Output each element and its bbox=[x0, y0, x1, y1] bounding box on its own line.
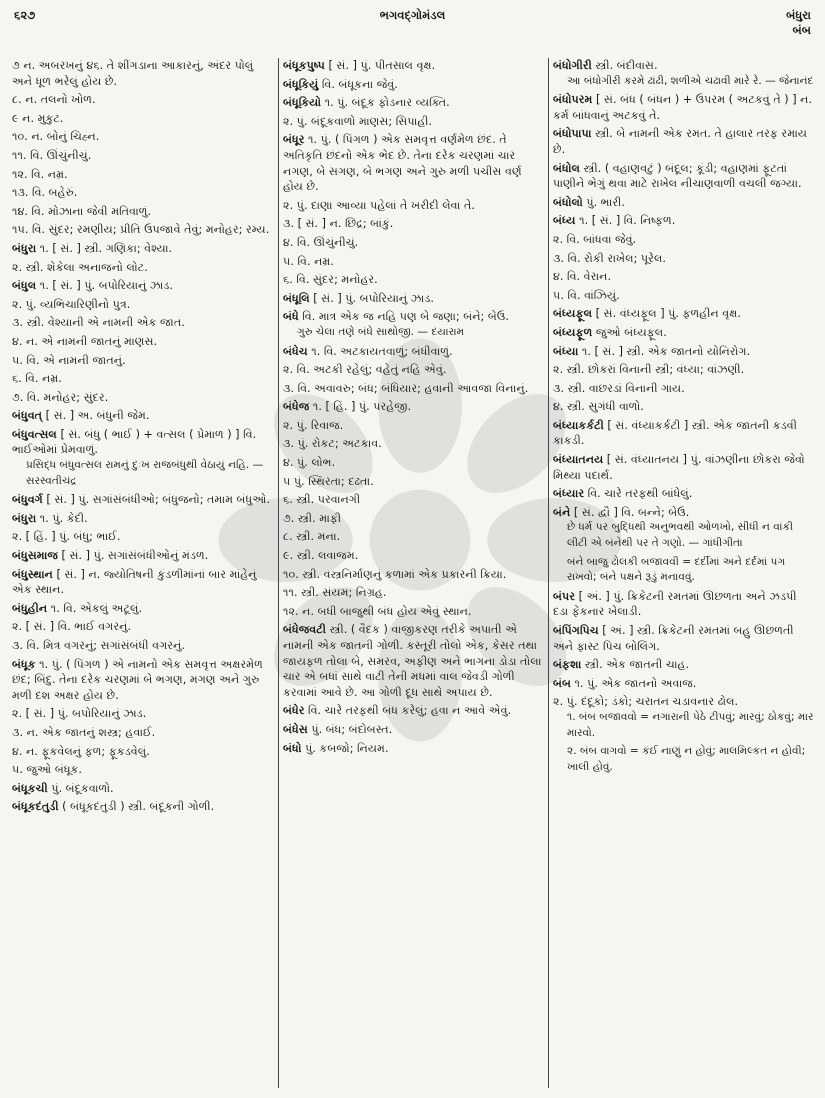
headword: બંધુસ્થાન bbox=[12, 567, 53, 581]
definition: [ સં. વંધ્યાતનય ] પું. વાંઝણીના છોકરા જેવો મિથ્યા પદાર્થ. bbox=[553, 453, 805, 482]
dictionary-entry bbox=[553, 589, 815, 620]
column-2 bbox=[283, 58, 545, 1088]
dictionary-entry bbox=[283, 703, 545, 719]
column-1 bbox=[12, 58, 274, 1088]
definition: ૫. વિ. નમ્ર. bbox=[283, 254, 334, 268]
definition: [ સં. ] પું. બપોરિયાનું ઝાડ. bbox=[313, 291, 434, 305]
definition: ૧૫. વિ. સુંદર; રમણીય; પ્રીતિ ઉપજાવે તેવું; મનોહર; રમ્ય. bbox=[12, 223, 270, 237]
headword: બંધ્યફૂળ bbox=[553, 325, 593, 339]
definition: પું. કબજો; નિયમ. bbox=[305, 741, 389, 755]
dictionary-entry bbox=[283, 741, 545, 757]
dictionary-entry bbox=[12, 58, 274, 89]
dictionary-entry bbox=[553, 381, 815, 397]
example-quote: પ્રસિદ્ધ બંધુવત્સલ રામનું દુઃખ રાજબંધુથી વેઠાયું નહિ. — સરસ્વતીચંદ્ર bbox=[26, 459, 264, 487]
dictionary-entry bbox=[12, 241, 274, 257]
dictionary-entry bbox=[283, 272, 545, 288]
headword: બંપર bbox=[553, 589, 576, 603]
definition: ૨. [ સં. ] પું. બપોરિયાનું ઝાડ. bbox=[12, 707, 147, 721]
headword: બંફશા bbox=[553, 658, 582, 672]
definition: ૭. વિ. મનોહર; સુંદર. bbox=[12, 390, 109, 404]
headword: બંધોલો bbox=[553, 195, 583, 209]
definition: ૩. સ્ત્રી. વેશ્યાની એ નામની એક જાત. bbox=[12, 316, 185, 330]
definition: ૪. ન. ફૂકવેલનું ફળ; ફૂકડવેલું. bbox=[12, 744, 150, 758]
definition: પું. બંદૂકવાળો. bbox=[51, 781, 114, 795]
headword: બંધૂકિયો bbox=[283, 96, 322, 110]
headword: બંધૂલિ bbox=[283, 291, 310, 305]
definition: સ્ત્રી. એક જાતની ચાહ. bbox=[584, 658, 690, 672]
headword: બંધેજવટી bbox=[283, 623, 326, 637]
definition: ૨. સ્ત્રી. છોકરાં વિનાની સ્ત્રી; વંધ્યા; વાંઝણી. bbox=[553, 363, 745, 377]
definition: સ્ત્રી. ( વૈદક ) વાજીકરણ તરીકે અપાતી એ નામની એક જાતની ગોળી. કસ્તૂરી તોલો એક, કેસર તથા જાયફળ તોલા બે, સમરવ, અફીણ અને ભાગના ડોડા તોલા ચાર એ બધાં સાથે વાટી તેની મધમાં વાલ જેવડી ગોળી કરવામાં આવે છે. આ ગોળી દૂધ સાથે અપાય છે. bbox=[283, 623, 542, 699]
dictionary-entry bbox=[553, 505, 815, 552]
dictionary-entry bbox=[12, 371, 274, 387]
dictionary-entry bbox=[12, 601, 274, 617]
headword: બંધુવર્ગ bbox=[12, 493, 43, 507]
headword: બંધૂકદંતુડી bbox=[12, 800, 59, 814]
headword: બંને bbox=[553, 505, 571, 519]
dictionary-entry bbox=[12, 297, 274, 313]
dictionary-entry bbox=[12, 567, 274, 598]
definition: ૧. [ હિં. ] પું. પરહેજી. bbox=[312, 400, 412, 414]
headword: બંધેસ bbox=[283, 722, 308, 736]
headword: બંધૂકિયું bbox=[283, 77, 319, 91]
dictionary-entry bbox=[12, 492, 274, 508]
headword: બંધૂકચી bbox=[12, 781, 48, 795]
definition: ૮. ન. તલનો ખોળ. bbox=[12, 93, 96, 107]
book-title: ભગવદ્ગોમંડલ bbox=[379, 8, 446, 22]
dictionary-entry bbox=[553, 623, 815, 654]
definition: ૫. જુઓ બંધૂક. bbox=[12, 763, 82, 777]
dictionary-entry bbox=[12, 427, 274, 489]
definition: ૧૦. ન. બોનું ચિહ્ન. bbox=[12, 130, 100, 144]
headword: બંધેચ bbox=[283, 344, 308, 358]
definition: ૩. પું. રોકટ; અટકાવ. bbox=[283, 437, 382, 451]
headword: બંધેર bbox=[283, 704, 305, 718]
definition: ૨. [ સં. ] વિ. ભાઈ વગરનું. bbox=[12, 620, 132, 634]
dictionary-entry bbox=[283, 585, 545, 601]
dictionary-entry bbox=[12, 548, 274, 564]
dictionary-entry bbox=[12, 278, 274, 294]
definition: [ સં. વંધ્યાકર્કટી ] સ્ત્રી. એક જાતની કડવી કાકડી. bbox=[553, 418, 797, 448]
dictionary-entry bbox=[553, 362, 815, 378]
definition: જુઓ બંધ્યફૂલ. bbox=[595, 325, 667, 339]
guide-words bbox=[786, 8, 811, 38]
definition: ૭ ન. અબરખનું ૪૬. તે શીંગડાના આકારનું, અંદર પોલું અને ધૂળ ભરેલું હોય છે. bbox=[12, 59, 254, 88]
dictionary-entry bbox=[283, 235, 545, 251]
dictionary-entry bbox=[283, 291, 545, 307]
dictionary-entry bbox=[12, 762, 274, 778]
dictionary-entry bbox=[12, 706, 274, 722]
headword: બંધોપરમ bbox=[553, 93, 593, 107]
definition: ૧૦. સ્ત્રી. વસ્ત્રનિર્માણનું કળામાં એક પ્રકારની ક્રિયા. bbox=[283, 567, 507, 581]
definition: વિ. ચારે તરફથી બાંધેલું. bbox=[587, 487, 693, 501]
definition: ૯ ન. મુકુટ. bbox=[12, 111, 64, 125]
definition: ૬. સ્ત્રી. પરવાનગી bbox=[283, 493, 361, 507]
definition: સ્ત્રી. બંદીવાસ. bbox=[595, 59, 658, 72]
dictionary-entry bbox=[553, 251, 815, 267]
definition: ૧. વિ. એકલું અટૂલું. bbox=[50, 601, 142, 615]
example-quote: છે ધર્મ પર બુદ્ધિથી અનુભવથી ઓળખો, સીધી ન વાંકી લીટી એ બંનેથી પર તે ગણો. — ગાંધીગીતા bbox=[567, 521, 794, 550]
definition: ૨. [ હિં. ] પું. બંધુ; ભાઈ. bbox=[12, 530, 121, 544]
headword: બંધુરા bbox=[12, 511, 37, 525]
dictionary-entry bbox=[12, 148, 274, 164]
example-quote: ૧. બંબ બજાવવો = નગારાની પેઠે ટીપવું; મારવું; ઠોકવું; માર મારવો. bbox=[567, 710, 814, 739]
definition: [ સં. દ્વૌ ] વિ. બન્ને; બેઉ. bbox=[573, 505, 690, 519]
headword: બંધૂક bbox=[12, 657, 36, 671]
definition: ૩. વિ. રોકી રાખેલ; પૂરેલ. bbox=[553, 251, 666, 265]
example-quote: બંને બાજુ ઢોલકી બજાવવી = દર્દીમાં અને દર્દમાં પગ રાખવો; બંને પક્ષને રૂડું મનાવવું. bbox=[567, 555, 786, 584]
definition: ૧. પું. ( પિંગળ ) એ નામનો એક સમવૃત્ત અક્ષરમેળ છંદ; બિંદુ. તેના દરેક ચરણમાં બે ભગણ, મગણ અને ગુરુ મળી દશ અક્ષર હોય છે. bbox=[12, 657, 263, 702]
definition: ૧. [ સં. ] વિ. નિષ્ફળ. bbox=[579, 214, 676, 228]
definition: ૨. પું. વ્યભિચારિણીનો પુત્ર. bbox=[12, 297, 131, 311]
definition: ૩. વિ. મિત્ર વગરનું; સગાંસંબંધી વગરનું. bbox=[12, 639, 185, 652]
dictionary-entry bbox=[12, 529, 274, 545]
definition: ૧. [ સં. ] સ્ત્રી. એક જાતનો યોનિરોગ. bbox=[581, 344, 751, 358]
dictionary-entry bbox=[12, 408, 274, 424]
dictionary-entry bbox=[553, 452, 815, 483]
definition: ૧. પું. કેદી. bbox=[39, 511, 88, 525]
headword: બંધુલ bbox=[12, 279, 37, 293]
headword: બંધો bbox=[283, 741, 302, 755]
headword: બંધૂકપુષ્પ bbox=[283, 59, 325, 72]
dictionary-entry bbox=[12, 111, 274, 127]
dictionary-entry bbox=[553, 555, 815, 586]
definition: ૨. સ્ત્રી. શેકેલા અનાજનો લોટ. bbox=[12, 260, 148, 274]
page-header bbox=[14, 8, 811, 48]
dictionary-entry bbox=[12, 390, 274, 406]
page-number: ૬૨૭ bbox=[14, 8, 36, 22]
dictionary-entry bbox=[283, 492, 545, 508]
definition: [ અં. ] પું. ક્રિકેટની રમતમાં ઊછળતા અને ઝડપી દડા ફેંકનાર ખેલાડી. bbox=[553, 589, 797, 619]
headword: બંધુસમાજ bbox=[12, 549, 58, 563]
definition: [ સં. વંધ્યફૂલ ] પું. ફળહીન વૃક્ષ. bbox=[595, 307, 741, 321]
headword: બંધે bbox=[283, 310, 299, 324]
dictionary-entry bbox=[283, 254, 545, 270]
dictionary-entry bbox=[553, 306, 815, 322]
headword: બંધ્યા bbox=[553, 344, 579, 358]
dictionary-entry bbox=[553, 126, 815, 157]
definition: ૨. વિ. અટકી રહેલું; વહેતું નહિ એવું. bbox=[283, 363, 447, 377]
definition: ૧. પું. ( પિંગળ ) એક સમવૃત્ત વર્ણમેળ છંદ. તે અતિકૃતિ છંદનો એક ભેદ છે. તેના દરેક ચરણમાં ચાર નગણ, બે સગણ, બે ભગણ અને ગુરુ મળી પચીસ વર્ણ હોય છે. bbox=[283, 133, 522, 194]
dictionary-entry bbox=[12, 799, 274, 815]
dictionary-entry bbox=[283, 455, 545, 471]
headword: બંધ્યફૂલ bbox=[553, 307, 593, 321]
dictionary-entry bbox=[553, 399, 815, 415]
headword: બંધ્યાકર્કટી bbox=[553, 418, 604, 432]
headword: બંબ bbox=[553, 676, 571, 690]
dictionary-entry bbox=[283, 418, 545, 434]
definition: ( બંધૂકદંતુડી ) સ્ત્રી. બંદૂકની ગોળી. bbox=[62, 800, 215, 814]
headword: બંધ્યાર bbox=[553, 487, 585, 501]
dictionary-entry bbox=[12, 781, 274, 797]
definition: ૧૨. ન. બધી બાજુથી બંધ હોય એવું સ્થાન. bbox=[283, 604, 472, 618]
dictionary-entry bbox=[283, 95, 545, 111]
definition: ૧. પું. એક જાતનો અવાજ. bbox=[574, 676, 697, 690]
definition: સ્ત્રી. ( વહાણવટું ) બંદૂલ; કૂંડી; વહાણમાં ફૂટતાં પાણીને ભેગું થવા માટે રાખેલ નીચાણવાળી વચલી જગ્યા. bbox=[553, 161, 802, 191]
dictionary-entry bbox=[553, 344, 815, 360]
dictionary-entry bbox=[12, 222, 274, 238]
definition: ૪. વિ. ઊંચુંનીચું. bbox=[283, 235, 359, 249]
definition: ૪. સ્ત્રી. સુગંધી વાળો. bbox=[553, 400, 644, 414]
dictionary-entry bbox=[12, 129, 274, 145]
dictionary-entry bbox=[283, 198, 545, 214]
dictionary-entry bbox=[553, 213, 815, 229]
dictionary-entry bbox=[12, 167, 274, 183]
headword: બંધુહીન bbox=[12, 601, 48, 615]
definition: ૫. વિ. એ નામની જાતનું. bbox=[12, 353, 126, 367]
definition: ૨. વિ. બાંધવા જેવું. bbox=[553, 232, 637, 246]
dictionary-entry bbox=[283, 722, 545, 738]
dictionary-entry bbox=[553, 486, 815, 502]
definition: ૧. [ સં. ] પું. બપોરિયાનું ઝાડ. bbox=[39, 279, 173, 293]
dictionary-entry bbox=[283, 58, 545, 74]
dictionary-entry bbox=[283, 529, 545, 545]
definition: ૬. વિ. સુંદર; મનોહર. bbox=[283, 273, 378, 287]
definition: ૭. સ્ત્રી. માફી bbox=[283, 511, 342, 525]
guide-word-first: બંધુરા bbox=[786, 8, 811, 22]
definition: [ સં. બંધ ( બંધન ) + ઉપરમ ( અટકવું તે ) ] ન. કર્મ બાંધવાનું અટકવું તે. bbox=[553, 93, 813, 122]
dictionary-entry bbox=[553, 657, 815, 673]
headword: બંધ્ય bbox=[553, 214, 576, 228]
dictionary-entry bbox=[12, 744, 274, 760]
definition: ૩. સ્ત્રી. વાછરડાં વિનાની ગાય. bbox=[553, 381, 685, 395]
dictionary-entry bbox=[12, 353, 274, 369]
definition: ૨. પું. દાણા આવ્યા પહેલાં તે ખરીદી લેવા તે. bbox=[283, 198, 475, 212]
dictionary-entry bbox=[12, 92, 274, 108]
dictionary-entry bbox=[12, 260, 274, 276]
dictionary-entry bbox=[283, 309, 545, 340]
dictionary-entry bbox=[283, 216, 545, 232]
dictionary-entry bbox=[283, 622, 545, 700]
definition: ૬. વિ. નમ્ર. bbox=[12, 372, 62, 386]
dictionary-entry bbox=[283, 604, 545, 620]
definition: ૪. ન. એ નામની જાતનું માણસ. bbox=[12, 334, 158, 348]
dictionary-entry bbox=[283, 511, 545, 527]
dictionary-entry bbox=[12, 619, 274, 635]
definition: ૮. સ્ત્રી. મના. bbox=[283, 530, 341, 544]
dictionary-entry bbox=[12, 511, 274, 527]
definition: ૧. વિ. અટકાયતવાળું; બંધીવાળું. bbox=[311, 344, 453, 358]
definition: [ અં. ] સ્ત્રી. ક્રિકેટની રમતમાં બહુ ઊછળતી અને ફાસ્ટ પિચ બોલિંગ. bbox=[553, 624, 794, 653]
dictionary-entry bbox=[12, 334, 274, 350]
definition: વિ. ચારે તરફથી બંધ કરેલું; હવા ન આવે એવું. bbox=[308, 704, 512, 718]
dictionary-entry bbox=[12, 315, 274, 331]
example-quote: ગુરુ ચેલા તણે બંધે સાથોજી. — દયારામ bbox=[297, 325, 465, 338]
headword: બંધોલ bbox=[553, 161, 580, 175]
definition: [ સં. ] ન. જ્યોતિષની કુંડળીમાંનાં બાર માંહેનું એક સ્થાન. bbox=[12, 567, 257, 597]
dictionary-entry bbox=[553, 92, 815, 123]
definition: વિ. માત્ર એક જ નહિ પણ બે જણા; બંને; બેઉ. bbox=[302, 310, 509, 324]
dictionary-entry bbox=[283, 114, 545, 130]
definition: ૨. પું. બંદૂકવાળો માણસ; સિપાહી. bbox=[283, 114, 433, 128]
definition: પું. ભારી. bbox=[586, 195, 625, 209]
dictionary-entry bbox=[553, 161, 815, 192]
definition: ૧. પું. બંદૂક ફોડનાર વ્યક્તિ. bbox=[324, 96, 450, 110]
definition: ૧૧. સ્ત્રી. સંયમ; નિગ્રહ. bbox=[283, 586, 387, 600]
headword: બંધુવત્સલ bbox=[12, 427, 57, 441]
dictionary-entry bbox=[283, 399, 545, 415]
dictionary-entry bbox=[283, 362, 545, 378]
dictionary-entry bbox=[553, 676, 815, 692]
dictionary-entry bbox=[283, 474, 545, 490]
headword: બંધ્યાતનય bbox=[553, 453, 604, 467]
definition: [ સં. ] પું. સગાંસંબંધીઓ; બંધુજનો; તમામ બંધુઓ. bbox=[46, 493, 271, 507]
headword: બંપિંગપિચ bbox=[553, 624, 599, 637]
definition: ૫ પું. સ્થિરતા; દઢતા. bbox=[283, 474, 374, 488]
definition: ૩. ન. એક જાતનું શસ્ત્ર; હવાઈ. bbox=[12, 725, 156, 739]
definition: ૪. પું. લોભ. bbox=[283, 456, 336, 470]
dictionary-entry bbox=[12, 185, 274, 201]
dictionary-entry bbox=[283, 548, 545, 564]
definition: ૧૧. વિ. ઊંચુંનીચું. bbox=[12, 148, 92, 162]
example-quote: ૨. બંબ વાગવો = કંઈ નાણું ન હોવું; માલમિલ્કત ન હોવી; ખાલી હોવું. bbox=[567, 745, 806, 773]
definition: ૨. પું. દંદૂકો; ડંકો; ચરાતન ચડાવનાર ઢોલ. bbox=[553, 695, 739, 709]
definition: વિ. બંધૂકના જેવું. bbox=[321, 77, 398, 91]
dictionary-entry bbox=[283, 77, 545, 93]
definition: [ સં. ] પું. પીતસાલ વૃક્ષ. bbox=[328, 59, 436, 72]
definition: ૧. [ સં. ] સ્ત્રી. ગણિકા; વેશ્યા. bbox=[39, 241, 173, 255]
example-quote: આ બંધોગીરી કરમે ઢાંઢી, શળીએ ચઢાવી મારે રે. — જેનાનંદ bbox=[567, 74, 814, 87]
definition: ૪. વિ. વેરાન. bbox=[553, 270, 612, 284]
definition: ૧૩. વિ. બહેરું. bbox=[12, 186, 78, 200]
guide-word-last: બંબ bbox=[792, 23, 811, 37]
definition: ૧૨. વિ. નમ્ર. bbox=[12, 167, 68, 181]
definition: ૯. સ્ત્રી. લવાજમ. bbox=[283, 549, 359, 563]
dictionary-entry bbox=[553, 232, 815, 248]
dictionary-entry bbox=[283, 436, 545, 452]
dictionary-entry bbox=[553, 325, 815, 341]
dictionary-entry bbox=[553, 288, 815, 304]
definition: ૧૪. વિ. મોઝાના જેવી મતિવાળું. bbox=[12, 204, 152, 218]
definition: પું. બંધ; બંદોબસ્ત. bbox=[311, 722, 393, 736]
dictionary-entry bbox=[553, 694, 815, 741]
definition: ૩. [ સં. ] ન. છિદ્ર; બાંકું. bbox=[283, 217, 394, 231]
dictionary-entry bbox=[553, 58, 815, 89]
definition: ૫. વિ. વાંઝિયું. bbox=[553, 288, 620, 302]
dictionary-entry bbox=[12, 725, 274, 741]
column-divider bbox=[548, 58, 549, 1088]
column-3 bbox=[553, 58, 815, 1088]
dictionary-entry bbox=[283, 567, 545, 583]
headword: બંધુવત્ bbox=[12, 409, 43, 423]
headword: બંધુરા bbox=[12, 241, 37, 255]
dictionary-entry bbox=[283, 344, 545, 360]
headword: બંધોગીરી bbox=[553, 59, 592, 72]
dictionary-entry bbox=[12, 657, 274, 704]
dictionary-entry bbox=[12, 638, 274, 654]
definition: [ સં. ] પું. સગાંસંબંધીઓનું મંડળ. bbox=[61, 549, 209, 563]
column-divider bbox=[278, 58, 279, 1088]
definition: ૩. વિ. અવાવરુ; બંધ; બંધિયાર; હવાની આવજા વિનાનું. bbox=[283, 381, 529, 395]
headword: બંધૂર bbox=[283, 133, 305, 147]
definition: ૨. પું. રિવાજ. bbox=[283, 418, 344, 432]
headword: બંધેજ bbox=[283, 400, 310, 414]
definition: સ્ત્રી. બે નામની એક રમત. તે હાલાર તરફ રમાય છે. bbox=[553, 127, 808, 156]
dictionary-entry bbox=[553, 744, 815, 775]
dictionary-entry bbox=[553, 269, 815, 285]
dictionary-entry bbox=[553, 195, 815, 211]
definition: [ સં. બંધુ ( ભાઈ ) + વત્સલ ( પ્રેમાળ ) ] વિ. ભાઈઓમાં પ્રેમવાળું. bbox=[12, 427, 257, 457]
dictionary-entry bbox=[12, 204, 274, 220]
headword: બંધોપાપા bbox=[553, 127, 592, 141]
definition: [ સં. ] અ. બંધુની જેમ. bbox=[45, 409, 150, 423]
dictionary-entry bbox=[283, 381, 545, 397]
dictionary-entry bbox=[553, 418, 815, 449]
dictionary-entry bbox=[283, 132, 545, 194]
